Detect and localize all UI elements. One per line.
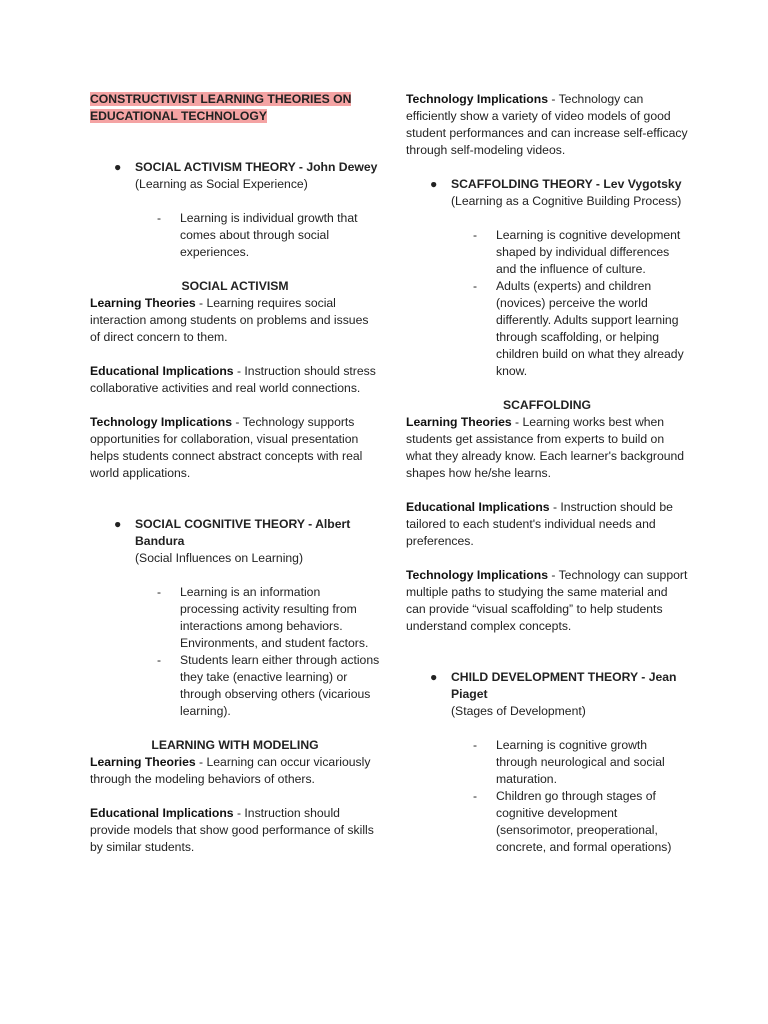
section-heading: LEARNING WITH MODELING: [151, 738, 319, 752]
list-item: - Learning is cognitive growth through neurological and social maturation.: [473, 738, 665, 786]
theory-name: SOCIAL COGNITIVE THEORY - Albert Bandura: [135, 517, 351, 548]
list-item: - Students learn either through actions they take (enactive learning) or through observing others (vicarious learning).: [157, 653, 380, 718]
dash-icon: -: [473, 738, 478, 752]
theory-name: SOCIAL ACTIVISM THEORY - John Dewey: [135, 160, 378, 174]
bullet-icon: ●: [430, 670, 438, 684]
theory-social-activism: [90, 159, 380, 193]
list-item: - Learning is individual growth that comes about through social experiences.: [157, 211, 358, 259]
theory-points: [406, 737, 688, 856]
dash-icon: -: [473, 789, 478, 803]
section-heading: SOCIAL ACTIVISM: [181, 279, 289, 293]
right-column: [406, 91, 688, 856]
list-item: - Children go through stages of cognitive development (sensorimotor, preoperational, concrete, and formal operations): [473, 789, 672, 854]
technology-implications-paragraph: Technology Implications - Technology can efficiently show a variety of video models of good student performances and can increase self-efficacy through self-modeling videos.: [406, 92, 688, 157]
theory-name: SCAFFOLDING THEORY - Lev Vygotsky: [451, 177, 682, 191]
bullet-icon: ●: [430, 177, 438, 191]
dash-icon: -: [157, 211, 162, 225]
theory-points: [90, 210, 380, 261]
dash-icon: -: [157, 653, 162, 667]
educational-implications-paragraph: Educational Implications - Instruction should be tailored to each student's individual needs and preferences.: [406, 500, 673, 548]
dash-icon: -: [473, 279, 478, 293]
technology-implications-paragraph: Technology Implications - Technology can support multiple paths to studying the same material and can provide “visual scaffolding” to help students understand complex concepts.: [406, 568, 688, 633]
theory-points: [90, 584, 380, 720]
list-item: - Learning is an information processing activity resulting from interactions among behaviors. Environments, and student factors.: [157, 585, 369, 650]
theory-subtitle: (Stages of Development): [451, 704, 586, 718]
dash-icon: -: [157, 585, 162, 599]
learning-theories-paragraph: Learning Theories - Learning requires social interaction among students on problems and issues of direct concern to them.: [90, 296, 369, 344]
theory-subtitle: (Learning as a Cognitive Building Process): [451, 194, 682, 208]
theory-social-cognitive: [90, 516, 380, 567]
theory-child-development: [406, 669, 688, 720]
bullet-icon: ●: [114, 160, 122, 174]
learning-theories-paragraph: Learning Theories - Learning can occur vicariously through the modeling behaviors of others.: [90, 755, 371, 786]
theory-points: [406, 227, 688, 380]
theory-subtitle: (Social Influences on Learning): [135, 551, 304, 565]
section-heading: SCAFFOLDING: [502, 398, 591, 412]
educational-implications-paragraph: Educational Implications - Instruction should stress collaborative activities and real world connections.: [90, 364, 376, 395]
theory-scaffolding: [406, 176, 688, 210]
list-item: - Adults (experts) and children (novices) perceive the world differently. Adults support learning through scaffolding, or helping children build on what they already know.: [473, 279, 684, 378]
list-item: - Learning is cognitive development shaped by individual differences and the influence of culture.: [473, 228, 681, 276]
learning-theories-paragraph: Learning Theories - Learning works best when students get assistance from experts to build on what they already know. Each learner's background shapes how he/she learns.: [406, 415, 685, 480]
bullet-icon: ●: [114, 517, 122, 531]
left-column: [90, 91, 380, 856]
technology-implications-paragraph: Technology Implications - Technology supports opportunities for collaboration, visual presentation helps students connect abstract concepts with real world applications.: [90, 415, 363, 480]
theory-subtitle: (Learning as Social Experience): [135, 177, 308, 191]
theory-name: CHILD DEVELOPMENT THEORY - Jean Piaget: [451, 670, 677, 701]
document-title-line-1: CONSTRUCTIVIST LEARNING THEORIES ON: [90, 92, 352, 106]
dash-icon: -: [473, 228, 478, 242]
document-title-line-2: EDUCATIONAL TECHNOLOGY: [90, 109, 267, 123]
educational-implications-paragraph: Educational Implications - Instruction should provide models that show good performance of skills by similar students.: [90, 806, 374, 854]
